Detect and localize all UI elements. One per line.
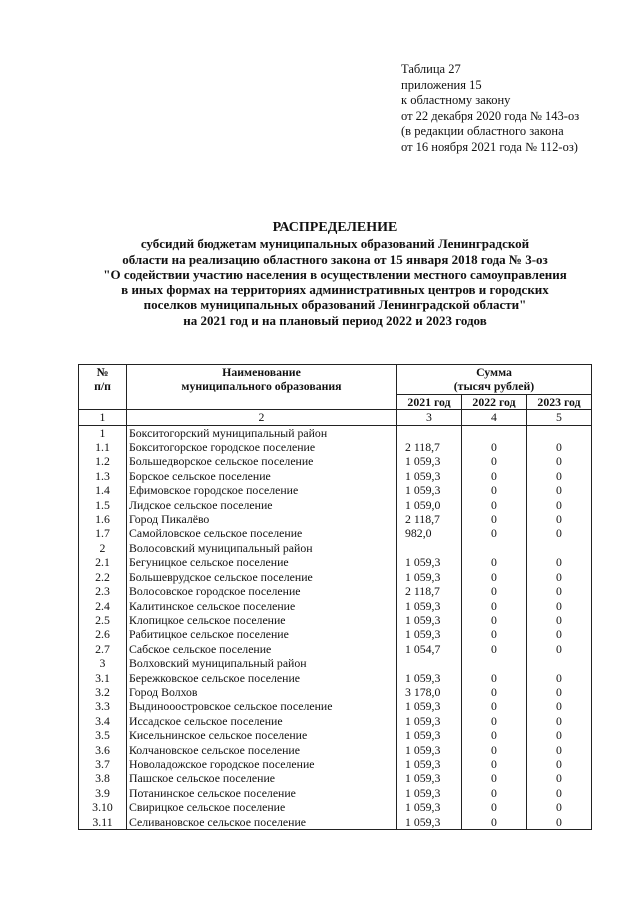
row-value-2023: 0 [527, 714, 592, 728]
row-value-2021: 1 059,3 [397, 815, 462, 830]
document-title [60, 220, 610, 328]
row-number: 3.6 [79, 743, 127, 757]
row-name: Волховский муниципальный район [127, 656, 397, 670]
row-value-2022: 0 [462, 599, 527, 613]
row-number: 2.4 [79, 599, 127, 613]
header-name-line1: Наименование [222, 365, 301, 379]
header-line: Таблица 27 [401, 62, 461, 76]
row-name: Селивановское сельское поселение [127, 815, 397, 830]
column-numbers-row [79, 410, 592, 425]
row-value-2021: 1 059,3 [397, 757, 462, 771]
column-number: 2 [127, 410, 397, 425]
row-number: 1 [79, 425, 127, 440]
row-name: Колчановское сельское поселение [127, 743, 397, 757]
header-name-line2: муниципального образования [181, 379, 342, 394]
table-row [79, 613, 592, 627]
header-name [127, 365, 397, 410]
table-row [79, 425, 592, 440]
row-name: Бокситогорский муниципальный район [127, 425, 397, 440]
header-sum-line2: (тысяч рублей) [453, 379, 535, 394]
row-name: Потанинское сельское поселение [127, 786, 397, 800]
table-row [79, 584, 592, 598]
row-value-2021: 1 059,3 [397, 483, 462, 497]
row-name: Город Волхов [127, 685, 397, 699]
row-number: 3.8 [79, 771, 127, 785]
row-name: Волосовское городское поселение [127, 584, 397, 598]
title-line: области на реализацию областного закона от 15 января 2018 года № 3-оз [122, 251, 548, 267]
row-number: 3.2 [79, 685, 127, 699]
header-line: от 16 ноября 2021 года № 112-оз) [401, 139, 578, 154]
row-value-2021: 1 059,0 [397, 498, 462, 512]
table-row [79, 757, 592, 771]
row-value-2022: 0 [462, 757, 527, 771]
table-row [79, 469, 592, 483]
header-sum [397, 365, 592, 395]
row-number: 3.9 [79, 786, 127, 800]
table-row [79, 627, 592, 641]
table-row [79, 786, 592, 800]
row-value-2022: 0 [462, 555, 527, 569]
row-value-2021: 1 059,3 [397, 613, 462, 627]
row-value-2022: 0 [462, 512, 527, 526]
row-name: Борское сельское поселение [127, 469, 397, 483]
row-value-2022: 0 [462, 483, 527, 497]
row-number: 1.4 [79, 483, 127, 497]
row-value-2023: 0 [527, 786, 592, 800]
row-value-2022: 0 [462, 800, 527, 814]
row-value-2023: 0 [527, 728, 592, 742]
table-row [79, 699, 592, 713]
row-number: 2.3 [79, 584, 127, 598]
row-value-2022: 0 [462, 454, 527, 468]
row-value-2022: 0 [462, 699, 527, 713]
title-line: в иных формах на территориях административных центров и городских [121, 282, 549, 298]
row-number: 3 [79, 656, 127, 670]
table-row [79, 498, 592, 512]
row-value-2021: 1 059,3 [397, 671, 462, 685]
row-value-2022: 0 [462, 728, 527, 742]
row-value-2023: 0 [527, 757, 592, 771]
row-value-2022: 0 [462, 440, 527, 454]
row-value-2023: 0 [527, 584, 592, 598]
row-value-2023: 0 [527, 526, 592, 540]
title-line: на 2021 год и на плановый период 2022 и 2023 годов [183, 312, 487, 328]
table-row [79, 483, 592, 497]
row-name: Свирицкое сельское поселение [127, 800, 397, 814]
row-number: 1.7 [79, 526, 127, 540]
title-line: поселков муниципальных образований Ленинградской области" [143, 297, 527, 313]
row-value-2023: 0 [527, 642, 592, 656]
table-row [79, 656, 592, 670]
row-name: Выдинооостровское сельское поселение [127, 699, 397, 713]
table-row [79, 771, 592, 785]
column-number: 4 [462, 410, 527, 425]
row-value-2022: 0 [462, 642, 527, 656]
column-number: 1 [79, 410, 127, 425]
row-value-2021: 1 059,3 [397, 570, 462, 584]
row-number: 2.6 [79, 627, 127, 641]
row-value-2021 [397, 541, 462, 555]
title-line: "О содействии участию населения в осуществлении местного самоуправления [103, 266, 567, 282]
table-row [79, 728, 592, 742]
row-value-2022: 0 [462, 786, 527, 800]
table-row [79, 743, 592, 757]
header-line: приложения 15 [401, 77, 482, 92]
table-row [79, 714, 592, 728]
row-value-2022: 0 [462, 714, 527, 728]
header-year-2022: 2022 год [462, 394, 527, 409]
table-row [79, 800, 592, 814]
row-number: 2.2 [79, 570, 127, 584]
row-value-2022: 0 [462, 584, 527, 598]
document-header [401, 62, 631, 156]
row-value-2021: 1 059,3 [397, 743, 462, 757]
row-name: Иссадское сельское поселение [127, 714, 397, 728]
row-value-2023: 0 [527, 454, 592, 468]
row-number: 3.10 [79, 800, 127, 814]
table-row [79, 541, 592, 555]
row-name: Большеврудское сельское поселение [127, 570, 397, 584]
row-value-2022: 0 [462, 771, 527, 785]
row-name: Калитинское сельское поселение [127, 599, 397, 613]
row-value-2021: 1 059,3 [397, 599, 462, 613]
row-value-2023: 0 [527, 512, 592, 526]
header-line: к областному закону [401, 93, 511, 108]
row-value-2022: 0 [462, 743, 527, 757]
row-value-2023: 0 [527, 570, 592, 584]
row-value-2021: 1 059,3 [397, 454, 462, 468]
distribution-table [78, 364, 592, 830]
row-value-2021: 1 054,7 [397, 642, 462, 656]
row-value-2021: 1 059,3 [397, 771, 462, 785]
row-value-2021: 1 059,3 [397, 469, 462, 483]
table-row [79, 555, 592, 569]
row-value-2023: 0 [527, 599, 592, 613]
row-name: Клопицкое сельское поселение [127, 613, 397, 627]
row-number: 3.11 [79, 815, 127, 830]
table-row [79, 526, 592, 540]
row-number: 1.2 [79, 454, 127, 468]
row-name: Сабское сельское поселение [127, 642, 397, 656]
row-name: Самойловское сельское поселение [127, 526, 397, 540]
row-name: Бережковское сельское поселение [127, 671, 397, 685]
table-row [79, 599, 592, 613]
table-row [79, 685, 592, 699]
row-value-2023: 0 [527, 483, 592, 497]
column-number: 5 [527, 410, 592, 425]
row-value-2022: 0 [462, 671, 527, 685]
row-number: 3.7 [79, 757, 127, 771]
row-name: Бокситогорское городское поселение [127, 440, 397, 454]
table-row [79, 512, 592, 526]
row-value-2023: 0 [527, 743, 592, 757]
row-value-2021: 2 118,7 [397, 440, 462, 454]
row-name: Большедворское сельское поселение [127, 454, 397, 468]
table-row [79, 642, 592, 656]
row-number: 2.1 [79, 555, 127, 569]
row-value-2022: 0 [462, 570, 527, 584]
row-value-2021: 1 059,3 [397, 728, 462, 742]
row-value-2022: 0 [462, 685, 527, 699]
row-value-2022: 0 [462, 526, 527, 540]
header-number [79, 365, 127, 410]
row-name: Город Пикалёво [127, 512, 397, 526]
row-number: 3.5 [79, 728, 127, 742]
row-value-2023: 0 [527, 671, 592, 685]
row-value-2023: 0 [527, 771, 592, 785]
row-value-2021: 1 059,3 [397, 555, 462, 569]
row-name: Пашское сельское поселение [127, 771, 397, 785]
row-value-2021: 2 118,7 [397, 512, 462, 526]
row-name: Лидское сельское поселение [127, 498, 397, 512]
row-name: Волосовский муниципальный район [127, 541, 397, 555]
row-value-2023 [527, 541, 592, 555]
table-row [79, 815, 592, 830]
row-value-2021: 2 118,7 [397, 584, 462, 598]
header-number-line1: № [96, 365, 109, 379]
row-value-2021: 982,0 [397, 526, 462, 540]
row-name: Ефимовское городское поселение [127, 483, 397, 497]
row-number: 3.1 [79, 671, 127, 685]
row-name: Бегуницкое сельское поселение [127, 555, 397, 569]
row-number: 1.3 [79, 469, 127, 483]
row-value-2023: 0 [527, 800, 592, 814]
header-number-line2: п/п [94, 379, 111, 394]
row-value-2021: 1 059,3 [397, 714, 462, 728]
row-value-2023: 0 [527, 555, 592, 569]
row-value-2022 [462, 425, 527, 440]
row-value-2022: 0 [462, 627, 527, 641]
table-row [79, 454, 592, 468]
header-year-2023: 2023 год [527, 394, 592, 409]
row-number: 2.5 [79, 613, 127, 627]
row-value-2023 [527, 656, 592, 670]
row-value-2023: 0 [527, 685, 592, 699]
row-value-2022: 0 [462, 613, 527, 627]
row-number: 1.1 [79, 440, 127, 454]
table-row [79, 440, 592, 454]
header-line: от 22 декабря 2020 года № 143-оз [401, 108, 580, 123]
row-value-2021: 1 059,3 [397, 786, 462, 800]
row-value-2022: 0 [462, 469, 527, 483]
header-line: (в редакции областного закона [401, 124, 564, 139]
row-name: Рабитицкое сельское поселение [127, 627, 397, 641]
row-value-2023: 0 [527, 627, 592, 641]
header-year-2021: 2021 год [397, 394, 462, 409]
row-number: 3.4 [79, 714, 127, 728]
title-main: РАСПРЕДЕЛЕНИЕ [272, 220, 398, 235]
row-number: 2.7 [79, 642, 127, 656]
row-value-2021: 1 059,3 [397, 627, 462, 641]
title-line: субсидий бюджетам муниципальных образований Ленинградской [140, 236, 530, 252]
row-name: Новоладожское городское поселение [127, 757, 397, 771]
table-row [79, 570, 592, 584]
row-value-2022: 0 [462, 815, 527, 830]
row-value-2023: 0 [527, 815, 592, 830]
table-row [79, 671, 592, 685]
row-value-2023 [527, 425, 592, 440]
row-name: Кисельнинское сельское поселение [127, 728, 397, 742]
row-value-2021 [397, 425, 462, 440]
row-value-2021 [397, 656, 462, 670]
row-value-2021: 1 059,3 [397, 800, 462, 814]
header-sum-line1: Сумма [476, 365, 512, 379]
row-value-2023: 0 [527, 440, 592, 454]
row-value-2023: 0 [527, 699, 592, 713]
row-value-2023: 0 [527, 469, 592, 483]
row-number: 1.5 [79, 498, 127, 512]
row-value-2022: 0 [462, 498, 527, 512]
row-value-2021: 3 178,0 [397, 685, 462, 699]
row-number: 2 [79, 541, 127, 555]
row-value-2023: 0 [527, 498, 592, 512]
row-value-2023: 0 [527, 613, 592, 627]
row-value-2021: 1 059,3 [397, 699, 462, 713]
row-value-2022 [462, 541, 527, 555]
row-value-2022 [462, 656, 527, 670]
column-number: 3 [397, 410, 462, 425]
row-number: 3.3 [79, 699, 127, 713]
row-number: 1.6 [79, 512, 127, 526]
